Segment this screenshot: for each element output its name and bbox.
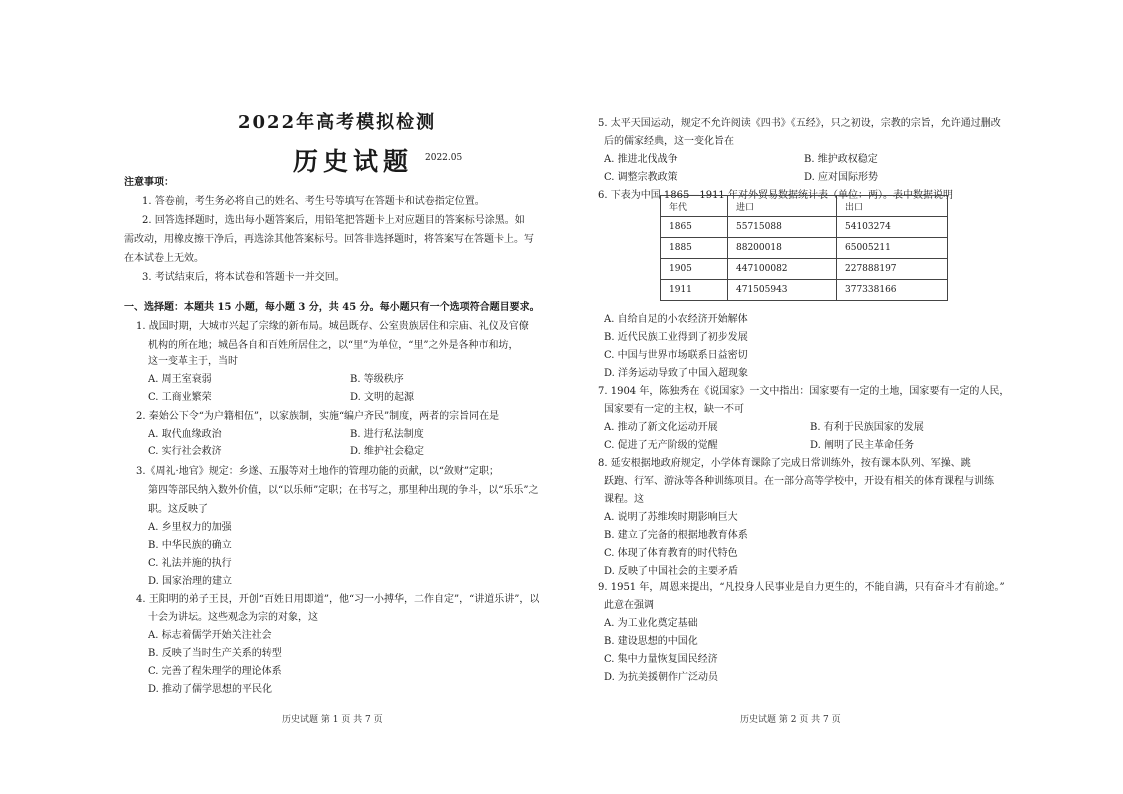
option: D. 阐明了民主革命任务 — [810, 440, 915, 451]
table-cell: 1911 — [661, 280, 728, 301]
option: A. 推动了新文化运动开展 — [604, 422, 718, 433]
option: A. 说明了苏维埃时期影响巨大 — [604, 512, 738, 523]
table-cell: 65005211 — [837, 238, 948, 259]
question-line: 国家要有一定的主权，缺一不可 — [604, 404, 744, 415]
option: A. 推进北伐战争 — [604, 154, 678, 165]
question-line: 机构的所在地；城邑各自和百姓所居住之，以“里”为单位，“里”之外是各种市和坊， — [148, 340, 519, 351]
notice-line: 3. 考试结束后，将本试卷和答题卡一并交回。 — [142, 272, 345, 283]
option: C. 调整宗教政策 — [604, 172, 678, 183]
notice-line: 需改动，用橡皮擦干净后，再选涂其他答案标号。回答非选择题时，将答案写在答题卡上。写 — [124, 234, 534, 245]
right-page — [562, 0, 1123, 794]
table-header-row — [661, 196, 948, 217]
table-header: 年代 — [661, 196, 728, 217]
question-line: 职。这反映了 — [148, 504, 208, 515]
option: A. 取代血缘政治 — [148, 429, 222, 440]
option: B. 进行私法制度 — [350, 429, 424, 440]
left-page — [0, 0, 561, 794]
question-line: 第四等部民纳入数外价值，以“以乐师”定职；在书写之，那里种出现的争斗，以“乐乐”之 — [148, 485, 539, 496]
option: B. 建设思想的中国化 — [604, 636, 698, 647]
question-line: 7. 1904 年，陈独秀在《说国家》一文中指出：国家要有一定的土地，国家要有一定的人民， — [598, 386, 1010, 397]
option: C. 集中力量恢复国民经济 — [604, 654, 718, 665]
option: B. 近代民族工业得到了初步发展 — [604, 332, 748, 343]
table-row — [661, 259, 948, 280]
option: B. 建立了完备的根据地教育体系 — [604, 530, 748, 541]
table-row — [661, 280, 948, 301]
option: D. 反映了中国社会的主要矛盾 — [604, 566, 739, 577]
option: B. 维护政权稳定 — [804, 154, 878, 165]
option: C. 礼法并施的执行 — [148, 558, 232, 569]
question-line: 这一变革主于，当时 — [148, 356, 238, 367]
page-footer: 历史试题 第 2 页 共 7 页 — [740, 715, 841, 725]
table-cell: 1865 — [661, 217, 728, 238]
option: C. 实行社会救济 — [148, 446, 222, 457]
option: C. 工商业繁荣 — [148, 392, 212, 403]
option: A. 为工业化奠定基础 — [604, 618, 698, 629]
table-cell: 227888197 — [837, 259, 948, 280]
option: C. 完善了程朱理学的理论体系 — [148, 666, 282, 677]
question-line: 6. 下表为中国 1865—1911 年对外贸易数据统计表（单位：两）。表中数据说明 — [598, 190, 953, 201]
table-row — [661, 217, 948, 238]
notice-line: 1. 答卷前，考生务必将自己的姓名、考生号等填写在答题卡和试卷指定位置。 — [142, 196, 485, 207]
option: B. 等级秩序 — [350, 374, 404, 385]
exam-title: 2022年高考模拟检测 — [238, 112, 437, 133]
option: B. 反映了当时生产关系的转型 — [148, 648, 282, 659]
option: A. 乡里权力的加强 — [148, 522, 232, 533]
table-cell: 471505943 — [728, 280, 837, 301]
question-line: 课程。这 — [604, 494, 644, 505]
table-header: 进口 — [728, 196, 837, 217]
option: A. 标志着儒学开始关注社会 — [148, 630, 272, 641]
section-heading: 一、选择题：本题共 15 小题，每小题 3 分，共 45 分。每小题只有一个选项符合题目要求。 — [124, 302, 540, 313]
question-line: 此意在强调 — [604, 600, 654, 611]
notice-line: 在本试卷上无效。 — [124, 253, 204, 264]
question-line: 9. 1951 年，周恩来提出，“凡投身人民事业是自力更生的，不能自满，只有奋斗才有前途。” — [598, 582, 1005, 593]
question-line: 1. 战国时期，大城市兴起了宗缘的新布局。城邑既存、公室贵族居住和宗庙、礼仪及官僚 — [136, 321, 529, 332]
table-header: 出口 — [837, 196, 948, 217]
question-line: 十会为讲坛。这些观念为宗的对象，这 — [148, 612, 318, 623]
table-cell: 54103274 — [837, 217, 948, 238]
option: D. 维护社会稳定 — [350, 446, 425, 457]
option: D. 为抗美援朝作广泛动员 — [604, 672, 719, 683]
option: D. 国家治理的建立 — [148, 576, 233, 587]
exam-date: 2022.05 — [425, 153, 463, 163]
exam-subject: 历史试题 — [293, 147, 414, 176]
table-cell: 55715088 — [728, 217, 837, 238]
option: C. 促进了无产阶级的觉醒 — [604, 440, 718, 451]
table-cell: 1885 — [661, 238, 728, 259]
notice-line: 2. 回答选择题时，选出每小题答案后，用铅笔把答题卡上对应题目的答案标号涂黑。如 — [142, 215, 525, 226]
question-line: 4. 王阳明的弟子王艮，开创“百姓日用即道”，他“习一小搏华，二作自定”，“讲道乐讲”，以 — [136, 594, 540, 605]
option: A. 自给自足的小农经济开始解体 — [604, 314, 748, 325]
option: D. 推动了儒学思想的平民化 — [148, 684, 273, 695]
question-line: 2. 秦始公下令“为户籍相伍”，以家族制，实施“编户齐民”制度，两者的宗旨同在是 — [136, 411, 500, 422]
option: C. 中国与世界市场联系日益密切 — [604, 350, 748, 361]
option: C. 体现了体育教育的时代特色 — [604, 548, 738, 559]
question-line: 跃跑、行军、游泳等各种训练项目。在一部分高等学校中，开设有相关的体育课程与训练 — [604, 476, 994, 487]
table-cell: 1905 — [661, 259, 728, 280]
table-cell: 377338166 — [837, 280, 948, 301]
option: D. 文明的起源 — [350, 392, 415, 403]
table-row — [661, 238, 948, 259]
question-line: 3.《周礼·地官》规定：乡遂、五服等对土地作的管理功能的贡献，以“敛财”定职； — [136, 466, 499, 477]
option: D. 应对国际形势 — [804, 172, 879, 183]
notice-heading: 注意事项： — [124, 177, 174, 188]
option: D. 洋务运动导致了中国入超现象 — [604, 368, 749, 379]
option: B. 中华民族的确立 — [148, 540, 232, 551]
trade-table — [660, 195, 948, 301]
option: A. 周王室衰弱 — [148, 374, 212, 385]
table-cell: 447100082 — [728, 259, 837, 280]
option: B. 有利于民族国家的发展 — [810, 422, 924, 433]
question-line: 后的儒家经典，这一变化旨在 — [604, 136, 734, 147]
page-footer: 历史试题 第 1 页 共 7 页 — [282, 715, 383, 725]
question-line: 5. 太平天国运动，规定不允许阅读《四书》《五经》，只之初设，宗教的宗旨，允许通过删改 — [598, 118, 1001, 129]
question-line: 8. 延安根据地政府规定，小学体育课除了完成日常训练外，按有课本队列、军操、跳 — [598, 458, 971, 469]
table-cell: 88200018 — [728, 238, 837, 259]
